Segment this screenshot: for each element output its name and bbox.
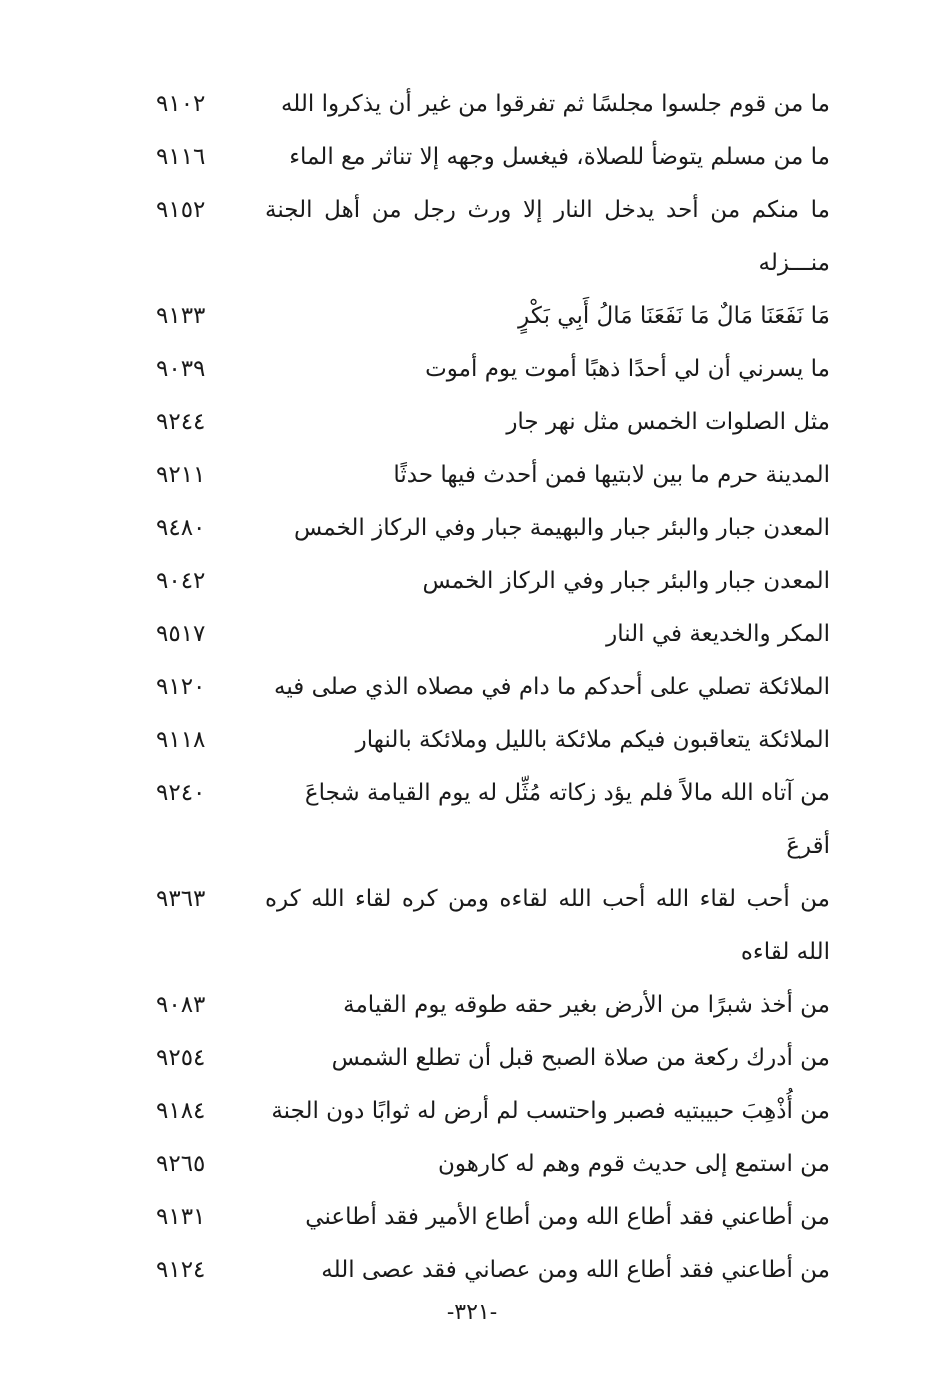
entry-number: ٩١٢٠ [156,674,206,700]
entry-text: من أطاعني فقد أطاع الله ومن أطاع الأمير فقد أطاعني [305,1204,830,1230]
entry-text: ما من قوم جلسوا مجلسًا ثم تفرقوا من غير أن يذكروا الله [280,91,830,117]
index-entry [150,1085,830,1138]
entry-number: ٩٢٥٤ [156,1045,206,1071]
entry-number: ٩٢٦٥ [156,1151,206,1177]
entry-number: ٩٢١١ [156,462,206,488]
index-entry [150,767,830,873]
entry-number: ٩٥١٧ [156,621,206,647]
index-entry [150,1032,830,1085]
entry-number: ٩١٠٢ [156,91,206,117]
entry-text: من أطاعني فقد أطاع الله ومن عصاني فقد عصى الله [321,1257,830,1283]
entry-number: ٩٣٦٣ [156,886,206,912]
entry-number: ٩١١٨ [156,727,206,753]
hadith-index-list [150,78,830,1297]
entry-number: ٩٠٤٢ [156,568,206,594]
entry-text: من آتاه الله مالاً فلم يؤد زكاته مُثِّل له يوم القيامة شجاعَ أقرعَ [304,780,830,859]
entry-text: المكر والخديعة في النار [606,621,830,647]
entry-text: المعدن جبار والبئر جبار وفي الركاز الخمس [422,568,830,594]
entry-text: مَا نَفَعَنَا مَالٌ مَا نَفَعَنَا مَالُ أَبِي بَكْرٍ [518,303,830,329]
index-entry [150,343,830,396]
index-entry [150,1244,830,1297]
index-entry [150,873,830,979]
entry-text: المعدن جبار والبئر جبار والبهيمة جبار وفي الركاز الخمس [293,515,830,541]
index-entry [150,449,830,502]
index-entry [150,131,830,184]
entry-text: الملائكة تصلي على أحدكم ما دام في مصلاه الذي صلى فيه [274,674,830,700]
index-entry [150,396,830,449]
index-entry [150,714,830,767]
entry-text: من أحب لقاء الله أحب الله لقاءه ومن كره لقاء الله كره الله لقاءه [265,886,830,965]
entry-number: ٩١٨٤ [156,1098,206,1124]
entry-number: ٩٢٤٠ [156,780,206,806]
entry-number: ٩٤٨٠ [156,515,206,541]
entry-number: ٩١٣٣ [156,303,206,329]
index-entry [150,78,830,131]
index-entry [150,661,830,714]
entry-text: من أدرك ركعة من صلاة الصبح قبل أن تطلع الشمس [331,1045,830,1071]
entry-text: ما من مسلم يتوضأ للصلاة، فيغسل وجهه إلا تناثر مع الماء [289,144,830,170]
index-entry [150,1138,830,1191]
index-entry [150,290,830,343]
index-entry [150,555,830,608]
index-entry [150,979,830,1032]
entry-number: ٩١٢٤ [156,1257,206,1283]
entry-number: ٩٠٣٩ [156,356,206,382]
entry-text: من أخذ شبرًا من الأرض بغير حقه طوقه يوم القيامة [343,992,830,1018]
index-entry [150,502,830,555]
entry-number: ٩١٥٢ [156,197,206,223]
entry-text: من أُذْهِبَ حبيبتيه فصبر واحتسب لم أرض له ثوابًا دون الجنة [271,1098,830,1124]
entry-text: الملائكة يتعاقبون فيكم ملائكة بالليل وملائكة بالنهار [355,727,830,753]
entry-number: ٩٠٨٣ [156,992,206,1018]
entry-text: ما منكم من أحد يدخل النار إلا ورث رجل من أهل الجنة منـــزله [265,197,830,276]
index-entry [150,1191,830,1244]
entry-number: ٩٢٤٤ [156,409,206,435]
index-entry [150,184,830,290]
entry-text: من استمع إلى حديث قوم وهم له كارهون [438,1151,830,1177]
entry-number: ٩١٣١ [156,1204,206,1230]
entry-text: مثل الصلوات الخمس مثل نهر جار [506,409,830,435]
entry-text: المدينة حرم ما بين لابتيها فمن أحدث فيها حدثًا [393,462,830,488]
page-number: -٣٢١- [446,1300,498,1325]
index-entry [150,608,830,661]
entry-number: ٩١١٦ [156,144,206,170]
entry-text: ما يسرني أن لي أحدًا ذهبًا أموت يوم أموت [425,356,830,382]
